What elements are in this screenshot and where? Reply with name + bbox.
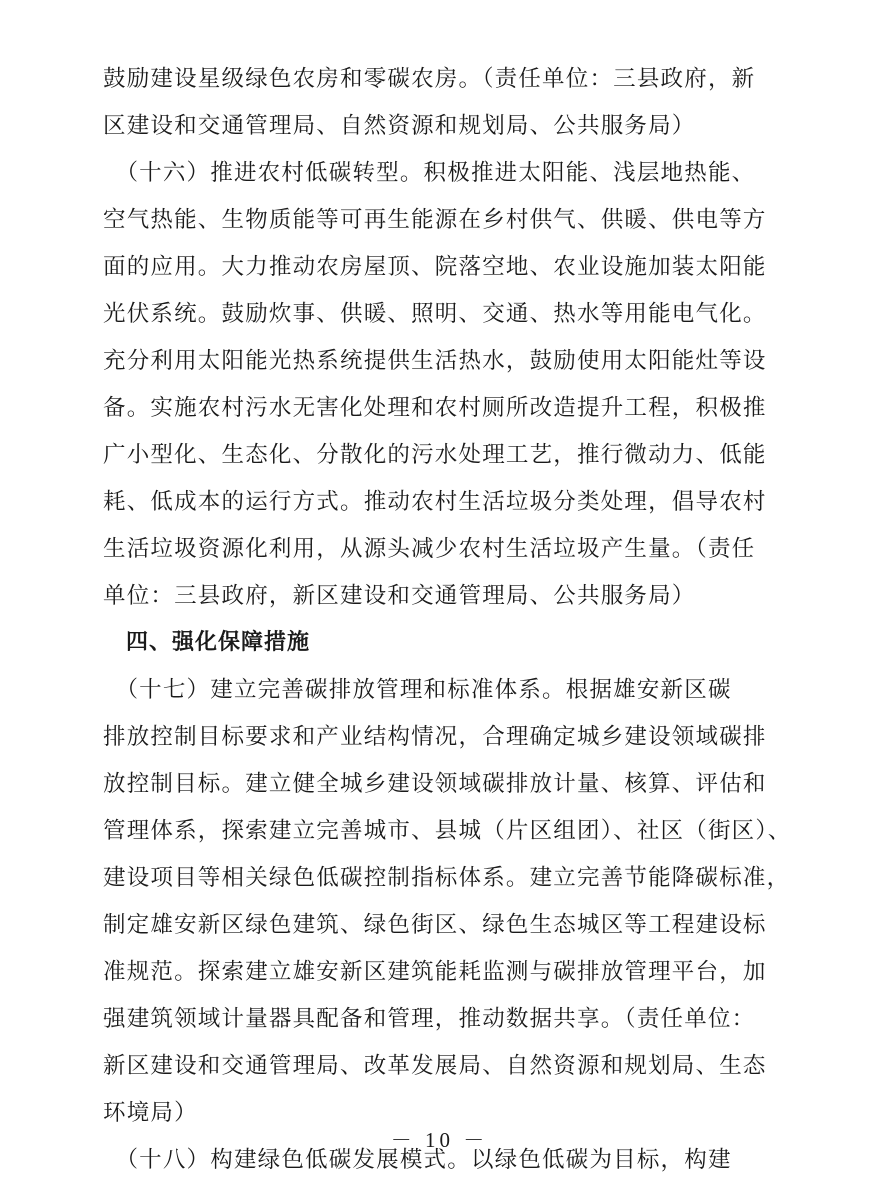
text-line: 鼓励建设星级绿色农房和零碳农房。（责任单位：三县政府，新 <box>103 66 756 92</box>
text-line: 备。实施农村污水无害化处理和农村厕所改造提升工程，积极推 <box>103 395 767 421</box>
text-line: 制定雄安新区绿色建筑、绿色街区、绿色生态城区等工程建设标 <box>103 912 767 938</box>
text-line: 准规范。探索建立雄安新区建筑能耗监测与碳排放管理平台，加 <box>103 959 767 985</box>
text-line: 强建筑领域计量器具配备和管理，推动数据共享。（责任单位： <box>103 1006 756 1032</box>
text-line: 排放控制目标要求和产业结构情况，合理确定城乡建设领域碳排 <box>103 724 767 750</box>
text-line: 建设项目等相关绿色低碳控制指标体系。建立完善节能降碳标准， <box>103 865 791 891</box>
section-heading: 四、强化保障措施 <box>103 630 311 655</box>
text-line: 面的应用。大力推动农房屋顶、院落空地、农业设施加装太阳能 <box>103 254 767 280</box>
text-line: 生活垃圾资源化利用，从源头减少农村生活垃圾产生量。（责任 <box>103 536 756 562</box>
section-18-start: （十八）构建绿色低碳发展模式。以绿色低碳为目标，构建 <box>103 1147 732 1173</box>
text-line: 广小型化、生态化、分散化的污水处理工艺，推行微动力、低能 <box>103 442 767 468</box>
text-line: 光伏系统。鼓励炊事、供暖、照明、交通、热水等用能电气化。 <box>103 301 767 327</box>
text-line: 环境局） <box>103 1100 198 1126</box>
text-line: 新区建设和交通管理局、改革发展局、自然资源和规划局、生态 <box>103 1053 767 1079</box>
text-line: 耗、低成本的运行方式。推动农村生活垃圾分类处理，倡导农村 <box>103 489 767 515</box>
text-line: 管理体系，探索建立完善城市、县城（片区组团）、社区（街区）、 <box>103 818 792 844</box>
text-line: 空气热能、生物质能等可再生能源在乡村供气、供暖、供电等方 <box>103 207 767 233</box>
text-line: 区建设和交通管理局、自然资源和规划局、公共服务局） <box>103 113 696 139</box>
section-17-start: （十七）建立完善碳排放管理和标准体系。根据雄安新区碳 <box>103 677 732 703</box>
text-line: 单位：三县政府，新区建设和交通管理局、公共服务局） <box>103 583 696 609</box>
section-16-start: （十六）推进农村低碳转型。积极推进太阳能、浅层地热能、 <box>103 160 756 186</box>
page-number: － 10 － <box>390 1128 489 1152</box>
text-line: 放控制目标。建立健全城乡建设领域碳排放计量、核算、评估和 <box>103 771 767 797</box>
text-line: 充分利用太阳能光热系统提供生活热水，鼓励使用太阳能灶等设 <box>103 348 767 374</box>
